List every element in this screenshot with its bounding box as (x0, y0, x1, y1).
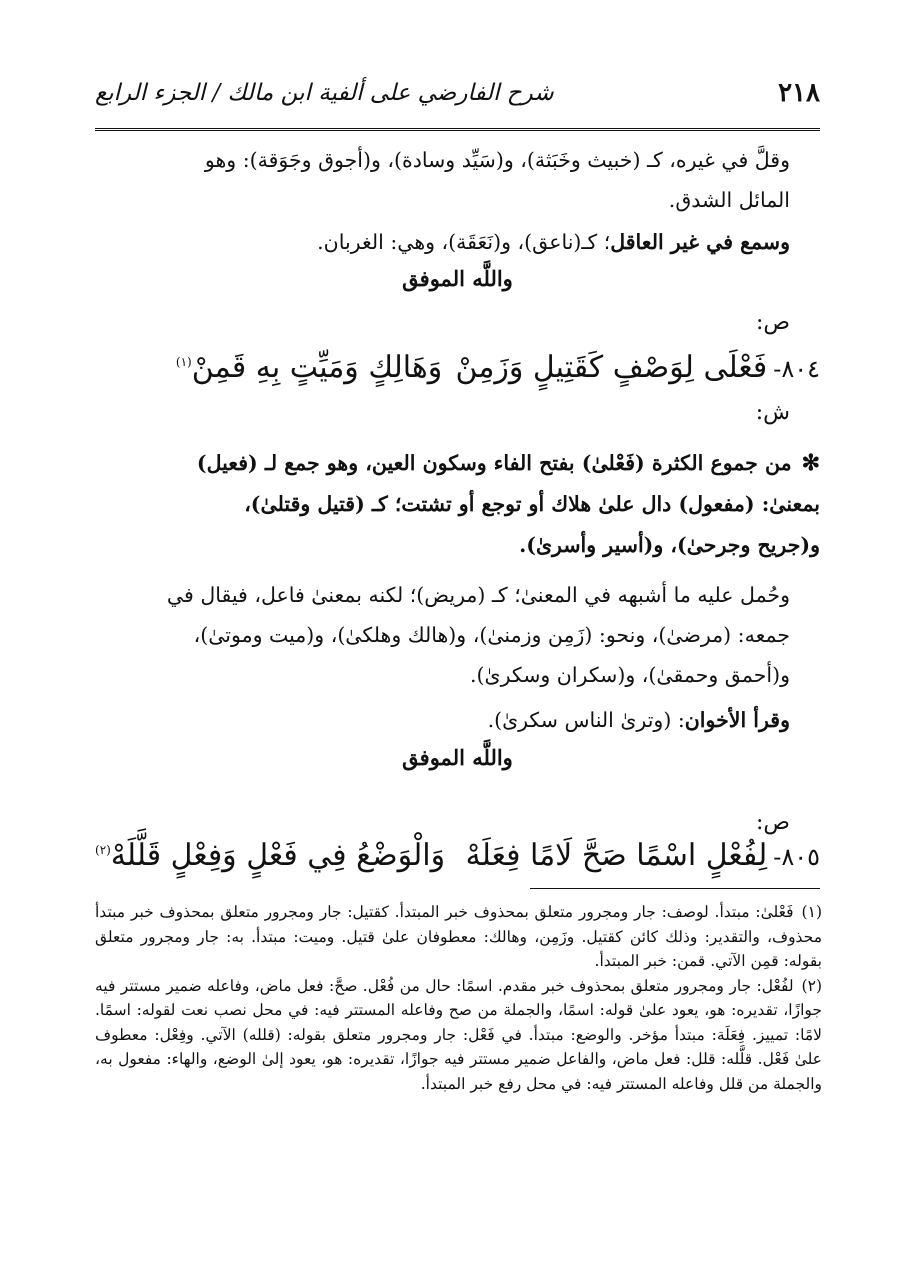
paragraph-qira (95, 700, 790, 740)
verse-hemistich-second (95, 350, 442, 385)
paragraph-line: و(أحمق وحمقىٰ)، و(سكران وسكرىٰ). (470, 663, 790, 687)
star-icon: ✻ (801, 450, 820, 476)
label-sad: ص: (755, 810, 790, 835)
footnote-2 (95, 974, 822, 1097)
footnotes (95, 900, 822, 1096)
header-rule (95, 128, 820, 131)
qira-rest: : (وترىٰ الناس سكرىٰ). (487, 708, 685, 732)
verse-804 (95, 350, 820, 385)
footnote-rule (530, 888, 820, 889)
footnote-1 (95, 900, 822, 974)
verse-hemistich-first: لِفُعْلٍ اسْمًا صَحَّ لَامًا فِعَلَهْ (465, 838, 768, 873)
bullet-line: بمعنىٰ: (مفعول) دال علىٰ هلاك أو توجع أو تشتت؛ كـ (قتيل وقتلىٰ)، (244, 492, 820, 516)
footnote-ref: (٢) (95, 843, 111, 857)
verse-hemistich-second-text: وَالْوَضْعُ فِي فَعْلٍ وَفِعْلٍ قَلَّلَهْ (110, 838, 446, 873)
closing-phrase: واللَّه الموفق (402, 745, 513, 770)
label-sad: ص: (755, 310, 790, 335)
verse-number: ٨٠٥- (773, 843, 820, 871)
paragraph-line: وحُمل عليه ما أشبهه في المعنىٰ؛ كـ (مريض)؛ لكنه بمعنىٰ فاعل، فيقال في (166, 583, 790, 607)
footnote-number: (١) (801, 903, 822, 921)
page-number: ٢١٨ (778, 78, 820, 108)
page-header (95, 78, 820, 118)
verse-number: ٨٠٤- (773, 355, 820, 383)
paragraph-heard (95, 222, 790, 262)
heard-rest: ؛ كـ(ناعق)، و(نَعَقَة)، وهي: الغربان. (317, 230, 611, 254)
paragraph-line: المائل الشدق. (668, 188, 790, 212)
bullet-line-text: من جموع الكثرة (فَعْلىٰ) بفتح الفاء وسكون العين، وهو جمع لـ (فعيل) (196, 451, 792, 475)
footnote-text: لفُعْل: جار ومجرور متعلق بمحذوف خبر مقدم. اسمًا: حال من فُعْل. صحَّ: فعل ماض، وفاعله ضمير مستتر فيه جوازًا، تقديره: هو، يعود علىٰ قوله: اسمًا، والجملة من صح وفاعله المستتر فيه: في محل نصب نعت لقوله: اسمًا. لامًا: تمييز. فِعَلَة: مبتدأ مؤخر. والوضع: مبتدأ. في فَعْل: جار ومجرور متعلق بقوله: (قلله) الآتي. وفِعْل: معطوف علىٰ فَعْل. قلَّله: قلل: فعل ماض، والفاعل ضمير مستتر فيه جوازًا، تقديره: هو، يعود إلىٰ الوضع، والهاء: مفعول به، والجملة من قلل وفاعله المستتر فيه: في محل رفع خبر المبتدأ. (95, 976, 822, 1093)
footnote-text: فَعْلىٰ: مبتدأ. لوصف: جار ومجرور متعلق بمحذوف خبر المبتدأ. كقتيل: جار ومجرور متعلق بمحذوف خبر مبتدأ محذوف، والتقدير: وذلك كائن كقتيل. وزَمِن، وهالك: معطوفان علىٰ قتيل. وميت: مبتدأ. به: جار ومجرور متعلق بقوله: قمِن الآتي. قمن: خبر المبتدأ. (95, 903, 822, 970)
verse-805 (95, 838, 820, 873)
heard-lead: وسمع في غير العاقل (610, 230, 790, 254)
qira-lead: وقرأ الأخوان (684, 708, 790, 732)
paragraph-line: جمعه: (مرضىٰ)، ونحو: (زَمِن وزمنىٰ)، و(هالك وهلكىٰ)، و(ميت وموتىٰ)، (193, 623, 790, 647)
footnote-number: (٢) (801, 976, 822, 995)
footnote-ref: (١) (175, 355, 192, 369)
paragraph-line: وقلَّ في غيره، كـ (خبيث وخَبَثة)، و(سَيِّد وسادة)، و(أجوق وجَوَقة): وهو (204, 148, 790, 172)
bullet-line: و(جريح وجرحىٰ)، و(أسير وأسرىٰ). (519, 533, 820, 557)
closing-phrase: واللَّه الموفق (402, 266, 513, 291)
bullet-line (95, 443, 820, 484)
verse-hemistich-first: فَعْلَى لِوَصْفٍ كَقَتِيلٍ وَزَمِنْ (455, 350, 768, 385)
running-title: شرح الفارضي على ألفية ابن مالك / الجزء الرابع (95, 80, 554, 106)
commentary-bullet (95, 443, 820, 566)
label-sheen: ش: (755, 400, 790, 425)
verse-hemistich-second-text: وَهَالِكٍ وَمَيِّتٍ بِهِ قَمِنْ (191, 350, 443, 385)
paragraph-intro (95, 140, 820, 220)
paragraph-hamala (95, 575, 820, 695)
verse-hemistich-second (95, 838, 445, 873)
